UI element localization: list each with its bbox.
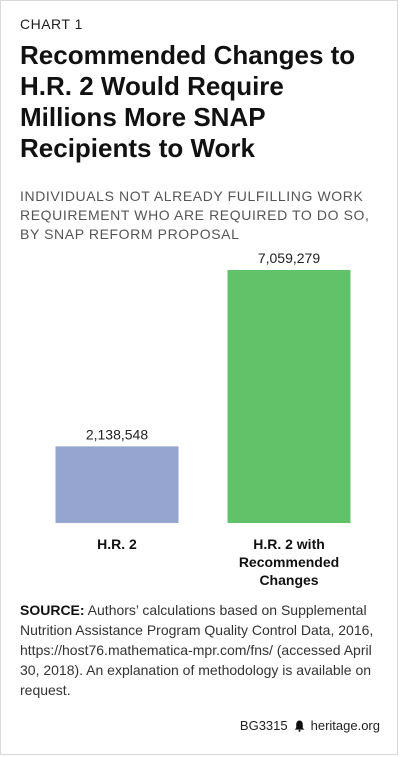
chart-title: Recommended Changes to H.R. 2 Would Require Millions More SNAP Recipients to Work [20, 40, 356, 163]
liberty-bell-icon [294, 720, 305, 732]
category-label-1: H.R. 2 [97, 536, 137, 552]
source-text: Authors’ calculations based on Supplemental Nutrition Assistance Program Quality Control Data, 2016, https://host76.mathematica-mpr.com/fns/ (accessed April 30, 2018). An explanation of methodology is available on request. [20, 602, 374, 698]
source-label: SOURCE: [20, 602, 85, 618]
bar-1 [56, 446, 179, 523]
bar-value-label-1: 2,138,548 [85, 426, 149, 443]
category-label-2: H.R. 2 with Recommended Changes [238, 536, 340, 588]
chart-number-label: CHART 1 [20, 16, 83, 32]
site-link[interactable]: heritage.org [310, 718, 380, 733]
bar-2 [228, 270, 351, 523]
chart-subtitle: INDIVIDUALS NOT ALREADY FULFILLING WORK REQUIREMENT WHO ARE REQUIRED TO DO SO, BY SNAP REFORM PROPOSAL [20, 188, 370, 242]
bar-value-label-2: 7,059,279 [257, 250, 321, 266]
footer [240, 718, 380, 733]
report-code: BG3315 [239, 718, 288, 733]
source-note [20, 600, 380, 700]
